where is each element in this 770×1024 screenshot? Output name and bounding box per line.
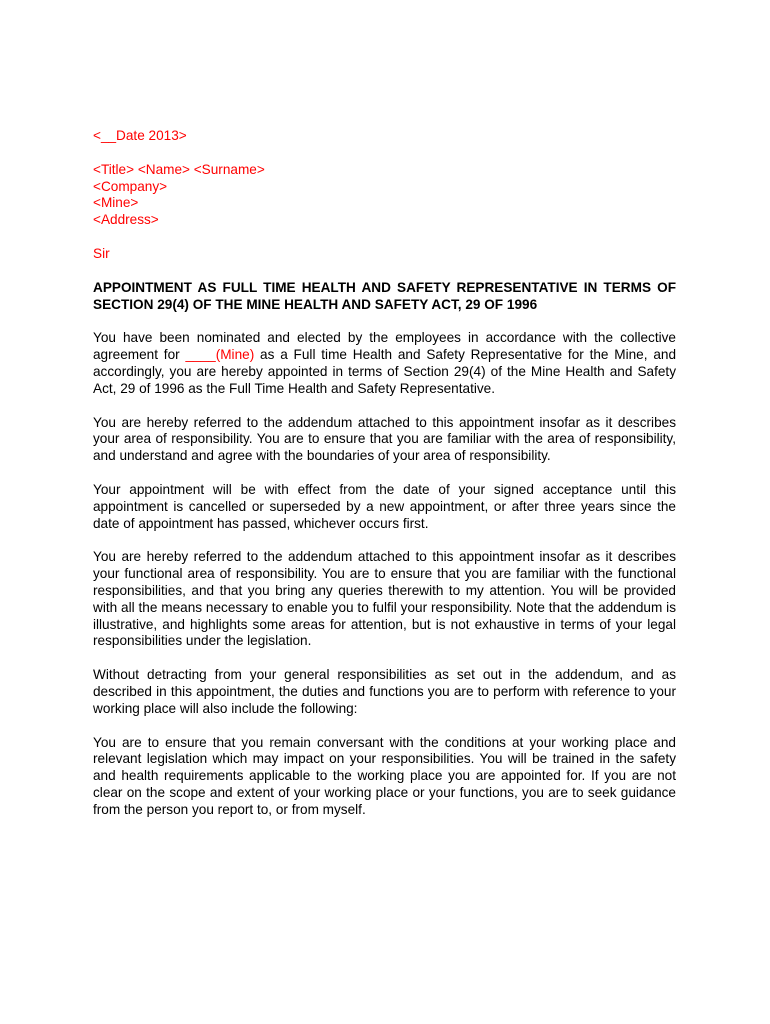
mine-placeholder: ____(Mine): [185, 347, 255, 363]
paragraph-nomination-start: You have been nominated and elected by the employees in accordance with the collective agreement for: [93, 330, 676, 363]
paragraph-duties: Without detracting from your general responsibilities as set out in the addendum, and as described in this appointment, the duties and functions you are to perform with reference to your working place will also include the following:: [93, 667, 676, 716]
paragraph-nomination-end: as a Full time Health and Safety Representative for the Mine, and accordingly, you are hereby appointed in terms of Section 29(4) of the Mine Health and Safety Act, 29 of 1996 as the Full Time Health and Safety Representative.: [93, 347, 677, 396]
paragraph-effective-date: Your appointment will be with effect from the date of your signed acceptance until this appointment is cancelled or superseded by a new appointment, or after three years since the date of appointment has passed, whichever occurs first.: [93, 481, 676, 531]
paragraph-nomination: [93, 330, 676, 397]
recipient-company: <Company>: [93, 178, 168, 194]
subject-heading: APPOINTMENT AS FULL TIME HEALTH AND SAFETY REPRESENTATIVE IN TERMS OF SECTION 29(4) OF THE MINE HEALTH AND SAFETY ACT, 29 OF 1996: [93, 279, 676, 312]
recipient-address: <Address>: [93, 212, 159, 228]
letter-page: [93, 128, 676, 836]
recipient-mine: <Mine>: [93, 195, 139, 211]
letter-date: <__Date 2013>: [93, 128, 187, 143]
paragraph-functional-responsibility: You are hereby referred to the addendum attached to this appointment insofar as it describes your functional area of responsibility. You are to ensure that you are familiar with the functional responsibilities, and that you bring any queries therewith to my attention. You will be provided with all the means necessary to enable you to fulfil your responsibility. Note that the addendum is illustrative, and highlights some areas for attention, but is not exhaustive in terms of your legal responsibilities under the legislation.: [93, 549, 676, 649]
salutation: Sir: [93, 245, 110, 261]
recipient-title-name: <Title> <Name> <Surname>: [93, 161, 265, 177]
recipient-block: [93, 162, 676, 229]
paragraph-conversant: You are to ensure that you remain conversant with the conditions at your working place and relevant legislation which may impact on your responsibilities. You will be trained in the safety and health requirements applicable to the working place you are appointed for. If you are not clear on the scope and extent of your working place or your functions, you are to seek guidance from the person you report to, or from myself.: [93, 734, 676, 817]
paragraph-area-of-responsibility: You are hereby referred to the addendum attached to this appointment insofar as it describes your area of responsibility. You are to ensure that you are familiar with the area of responsibility, and understand and agree with the boundaries of your area of responsibility.: [93, 414, 676, 464]
